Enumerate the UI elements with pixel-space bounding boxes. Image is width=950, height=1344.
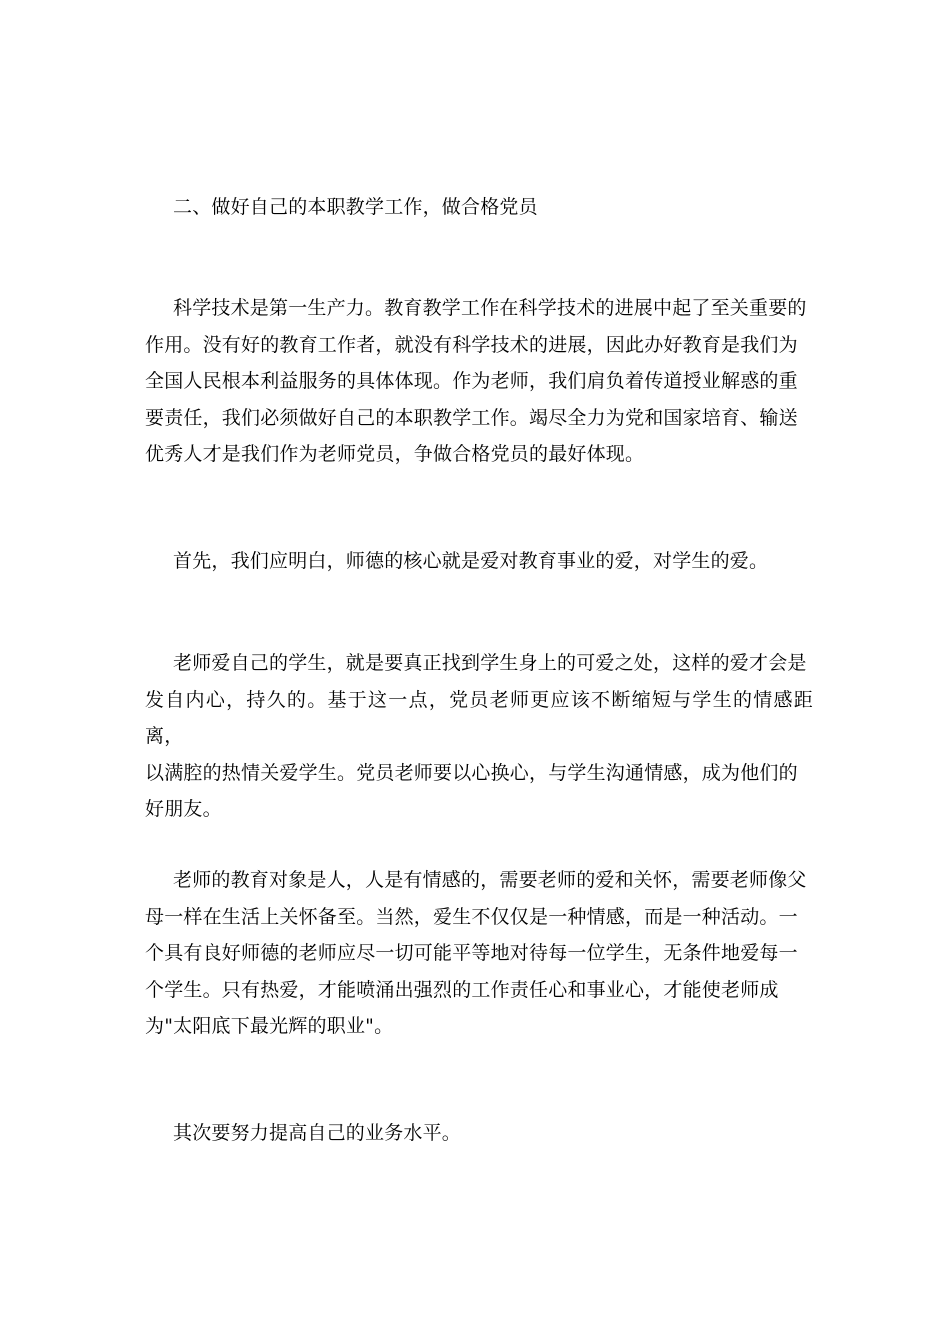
paragraph-line: 优秀人才是我们作为老师党员，争做合格党员的最好体现。 <box>145 443 645 465</box>
paragraph-5 <box>145 1115 813 1152</box>
paragraph-2 <box>145 543 813 580</box>
paragraph-line: 作用。没有好的教育工作者，就没有科学技术的进展，因此办好教育是我们为 <box>145 333 798 356</box>
paragraph-1 <box>145 290 813 473</box>
paragraph-4 <box>145 862 813 1045</box>
paragraph-line: 科学技术是第一生产力。教育教学工作在科学技术的进展中起了至关重要的 <box>173 297 807 319</box>
paragraph-line: 个学生。只有热爱，才能喷涌出强烈的工作责任心和事业心，才能使老师成 <box>145 978 779 1001</box>
paragraph-line: 好朋友。 <box>145 798 222 820</box>
paragraph-line: 要责任，我们必须做好自己的本职教学工作。竭尽全力为党和国家培育、输送 <box>145 406 798 429</box>
paragraph-line: 发自内心，持久的。基于这一点，党员老师更应该不断缩短与学生的情感距离， <box>145 688 813 747</box>
paragraph-line: 老师的教育对象是人，人是有情感的，需要老师的爱和关怀，需要老师像父 <box>173 869 807 891</box>
paragraph-line: 为"太阳底下最光辉的职业"。 <box>145 1015 394 1037</box>
paragraph-line: 其次要努力提高自己的业务水平。 <box>173 1122 462 1144</box>
section-heading: 二、做好自己的本职教学工作，做合格党员 <box>173 196 538 218</box>
paragraph-3 <box>145 645 813 828</box>
paragraph-line: 老师爱自己的学生，就是要真正找到学生身上的可爱之处，这样的爱才会是 <box>173 652 807 674</box>
paragraph-line: 全国人民根本利益服务的具体体现。作为老师，我们肩负着传道授业解惑的重 <box>145 370 798 392</box>
paragraph-line: 母一样在生活上关怀备至。当然，爱生不仅仅是一种情感，而是一种活动。一 <box>145 905 798 928</box>
paragraph-line: 首先，我们应明白，师德的核心就是爱对教育事业的爱，对学生的爱。 <box>173 550 769 572</box>
paragraph-line: 个具有良好师德的老师应尽一切可能平等地对待每一位学生，无条件地爱每一 <box>145 942 798 964</box>
paragraph-line: 以满腔的热情关爱学生。党员老师要以心换心，与学生沟通情感，成为他们的 <box>145 761 798 784</box>
